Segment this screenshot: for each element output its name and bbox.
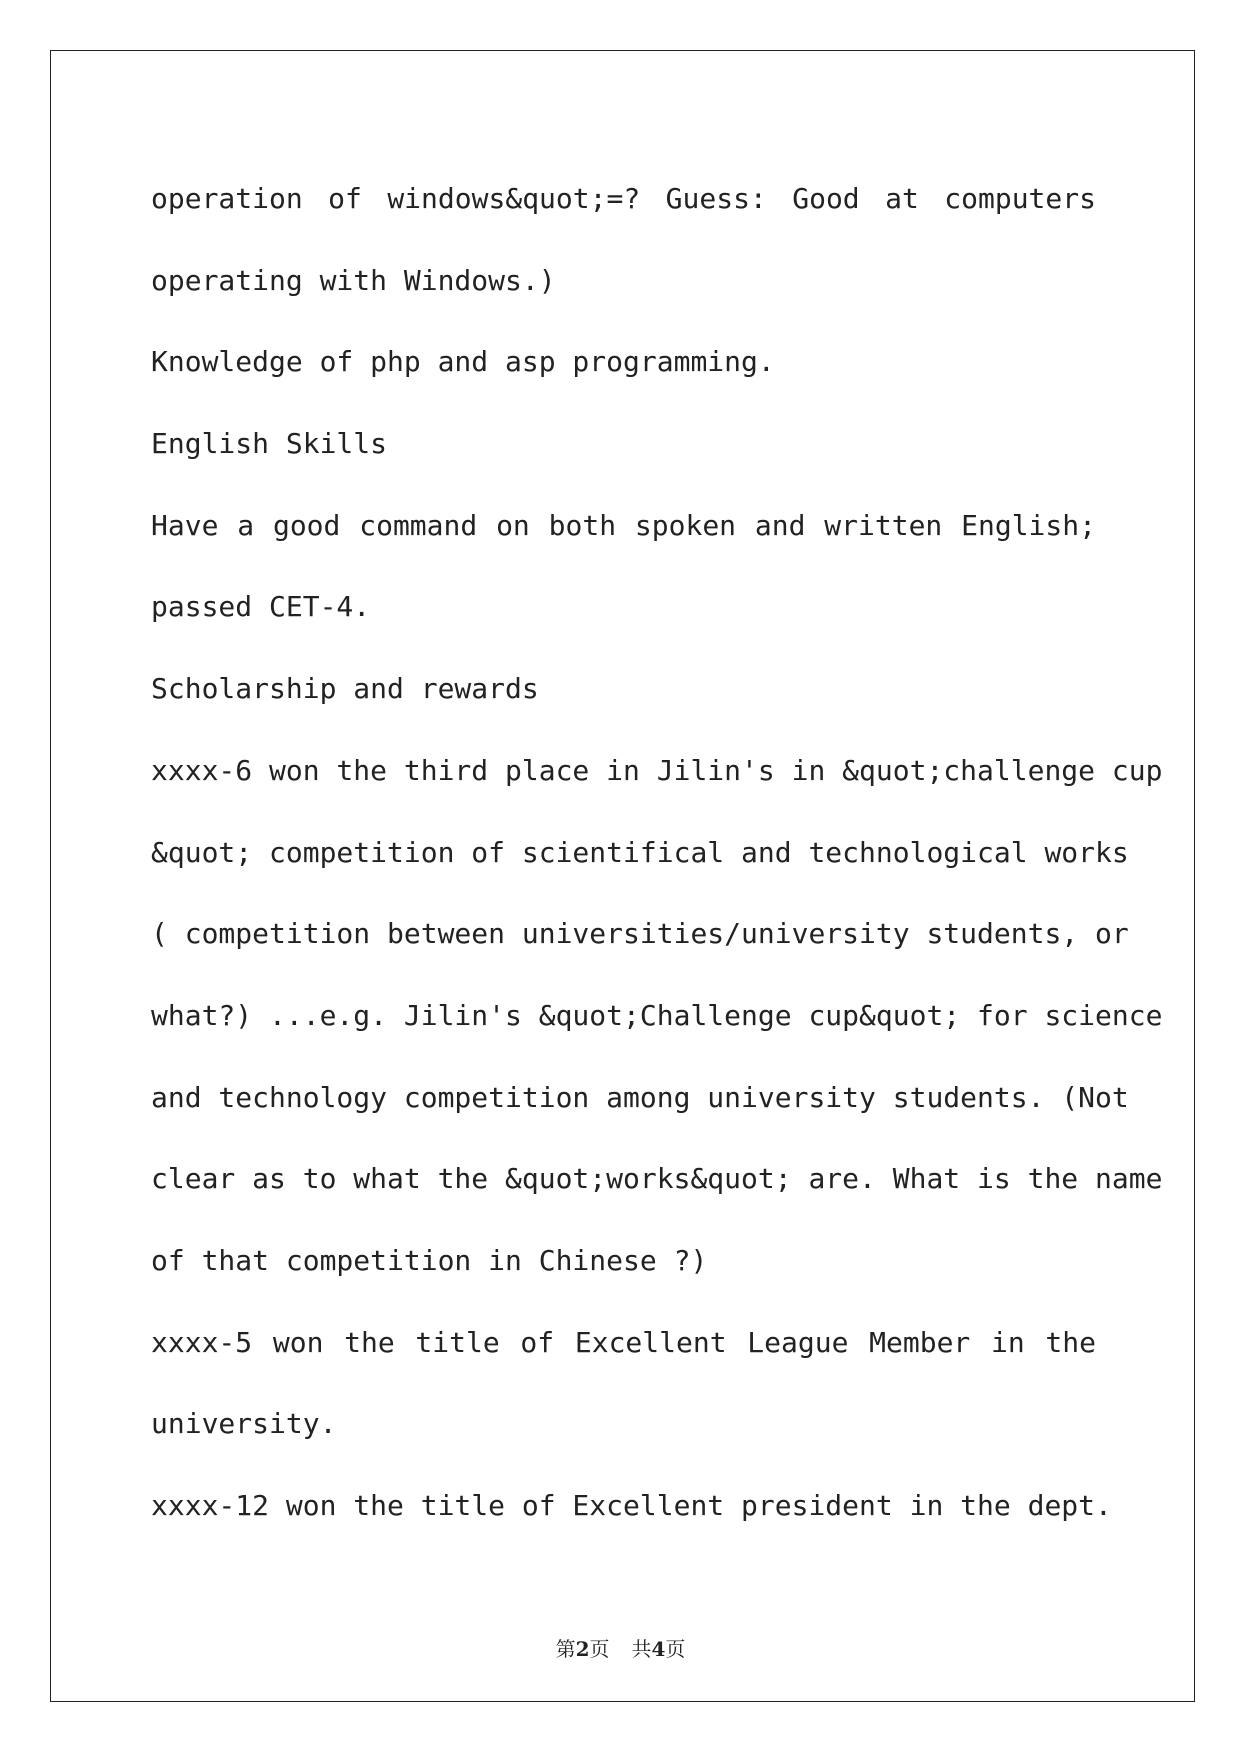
page-number: 2 <box>575 1637 590 1661</box>
text-line: of that competition in Chinese ?) <box>151 1243 708 1277</box>
text-line: Have a good command on both spoken and written English; <box>151 508 1096 542</box>
text-line: &quot; competition of scientifical and technological works <box>151 835 1129 869</box>
text-line: Knowledge of php and asp programming. <box>151 345 775 379</box>
text-line: ( competition between universities/university students, or <box>151 917 1129 951</box>
text-line: xxxx-5 won the title of Excellent League Member in the <box>151 1325 1096 1359</box>
section-heading-english-skills: English Skills <box>151 427 388 461</box>
text-line: operating with Windows.) <box>151 263 556 297</box>
page-suffix: 页 <box>589 1637 610 1661</box>
total-suffix: 页 <box>665 1637 686 1661</box>
text-line: what?) ...e.g. Jilin's &quot;Challenge cup&quot; for science <box>151 998 1163 1032</box>
page-prefix: 第 <box>555 1637 576 1661</box>
text-line: and technology competition among university students. (Not <box>151 1080 1129 1114</box>
section-heading-scholarship: Scholarship and rewards <box>151 672 539 706</box>
text-line: passed CET-4. <box>151 590 371 624</box>
total-pages: 4 <box>651 1637 666 1661</box>
total-prefix: 共 <box>631 1637 652 1661</box>
text-line: xxxx-12 won the title of Excellent president in the dept. <box>151 1489 1112 1522</box>
text-line: xxxx-6 won the third place in Jilin's in &quot;challenge cup <box>151 753 1163 787</box>
page-footer <box>0 1633 1241 1662</box>
document-body <box>151 158 1163 1547</box>
text-line: clear as to what the &quot;works&quot; are. What is the name <box>151 1162 1163 1196</box>
text-line: university. <box>151 1407 337 1441</box>
text-line: operation of windows&quot;=? Guess: Good at computers <box>151 182 1096 215</box>
